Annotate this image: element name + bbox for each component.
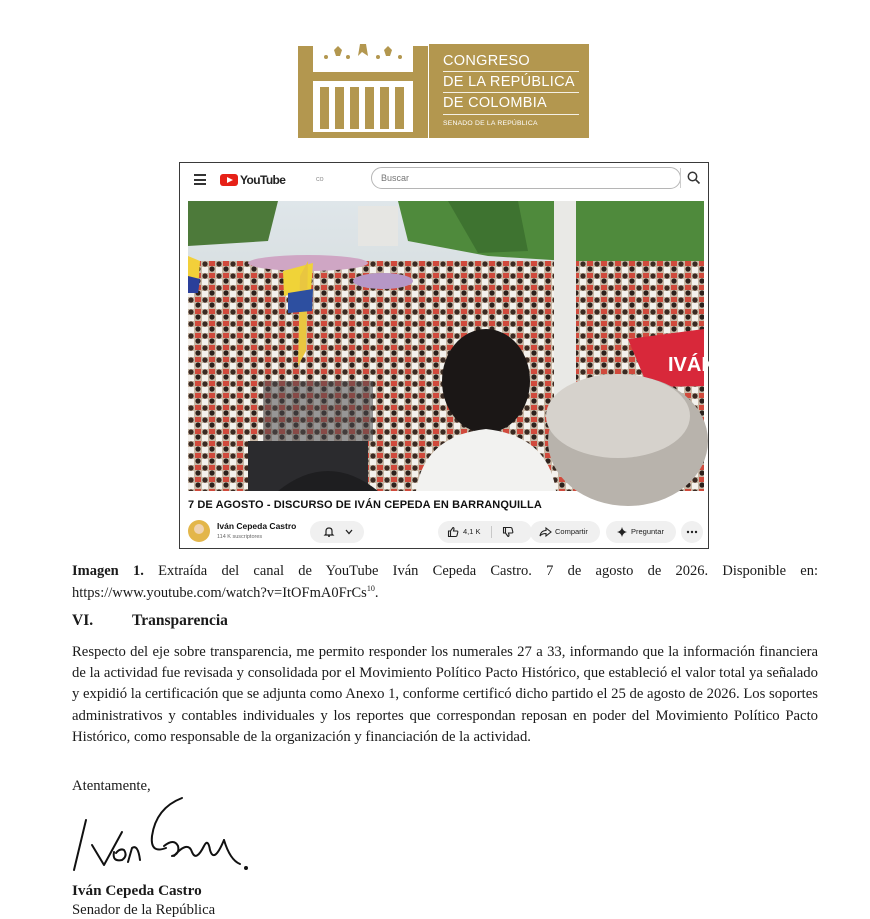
- logo-rule: [443, 114, 579, 115]
- hamburger-menu-icon[interactable]: [194, 174, 206, 188]
- subscriber-count: 114 K suscriptores: [217, 534, 263, 540]
- search-icon: [687, 171, 701, 185]
- more-actions-button[interactable]: [681, 521, 703, 543]
- logo-rule: [443, 71, 579, 72]
- image-caption: [72, 562, 818, 602]
- section-heading: [72, 612, 228, 630]
- sparkle-icon: [616, 526, 628, 538]
- logo-rule: [443, 92, 579, 93]
- caption-label: Imagen 1.: [72, 563, 144, 579]
- signer-name: Iván Cepeda Castro: [72, 882, 202, 899]
- iván-sign-text: IVÁN: [668, 354, 716, 376]
- signer-role: Senador de la República: [72, 902, 216, 918]
- search-input[interactable]: [371, 167, 681, 189]
- rally-crowd-video-frame: [188, 201, 716, 491]
- notifications-button[interactable]: [310, 521, 364, 543]
- share-label: Compartir: [555, 527, 588, 536]
- video-title[interactable]: 7 DE AGOSTO - DISCURSO DE IVÁN CEPEDA EN BARRANQUILLA: [188, 499, 542, 511]
- more-dots-icon: [686, 530, 698, 534]
- youtube-screenshot: [179, 162, 716, 549]
- closing-salutation: Atentamente,: [72, 778, 151, 794]
- congress-logo: [298, 42, 590, 138]
- like-dislike-group: [438, 521, 532, 543]
- transparency-paragraph: Respecto del eje sobre transparencia, me permito responder los numerales 27 a 33, informando que la información financiera de la actividad fue revisada y consolidada por el Movimiento Político Pacto Histórico, que estableció el valor total ya señalado y expidió la certificación que se adjunta como Anexo 1, conforme certificó dicho partido el 25 de agosto de 2026. Los soportes administrativos y contables individuales y los reportes que correspondan reposan en poder del Movimiento Político Pacto Histórico, como responsable de la organización y financiación de la actividad.: [72, 644, 818, 745]
- logo-line-3: DE COLOMBIA: [443, 95, 548, 111]
- logo-text-box: [429, 44, 589, 138]
- search-button[interactable]: [681, 167, 707, 189]
- like-count[interactable]: 4,1 K: [463, 527, 481, 536]
- thumbs-up-icon[interactable]: [447, 526, 459, 538]
- like-separator: [491, 526, 492, 538]
- video-player[interactable]: [188, 201, 716, 491]
- youtube-wordmark: YouTube: [240, 173, 286, 187]
- share-arrow-icon: [539, 526, 552, 538]
- ask-label: Preguntar: [631, 527, 664, 536]
- footnote-marker: 10: [366, 584, 375, 593]
- capitol-emblem-icon: [298, 42, 428, 138]
- caption-text: Extraída del canal de YouTube Iván Cepeda Castro. 7 de agosto de 2026. Disponible en: https://www.youtube.com/watch?v=ItOFmA0FrCs: [72, 563, 819, 601]
- channel-name[interactable]: Iván Cepeda Castro: [217, 521, 297, 531]
- logo-line-1: CONGRESO: [443, 53, 530, 69]
- country-code: CO: [316, 177, 324, 183]
- chevron-down-icon: [344, 526, 354, 538]
- ask-button[interactable]: [606, 521, 676, 543]
- youtube-play-icon: [220, 174, 238, 186]
- logo-line-4: SENADO DE LA REPÚBLICA: [443, 120, 538, 127]
- caption-end: .: [374, 584, 379, 601]
- thumbs-down-icon[interactable]: [502, 526, 514, 538]
- share-button[interactable]: [530, 521, 600, 543]
- section-title: Transparencia: [132, 612, 228, 629]
- channel-avatar[interactable]: [188, 520, 210, 542]
- bell-icon: [323, 526, 335, 538]
- logo-line-2: DE LA REPÚBLICA: [443, 74, 575, 90]
- section-number: VI.: [72, 612, 94, 629]
- handwritten-signature: [64, 790, 264, 885]
